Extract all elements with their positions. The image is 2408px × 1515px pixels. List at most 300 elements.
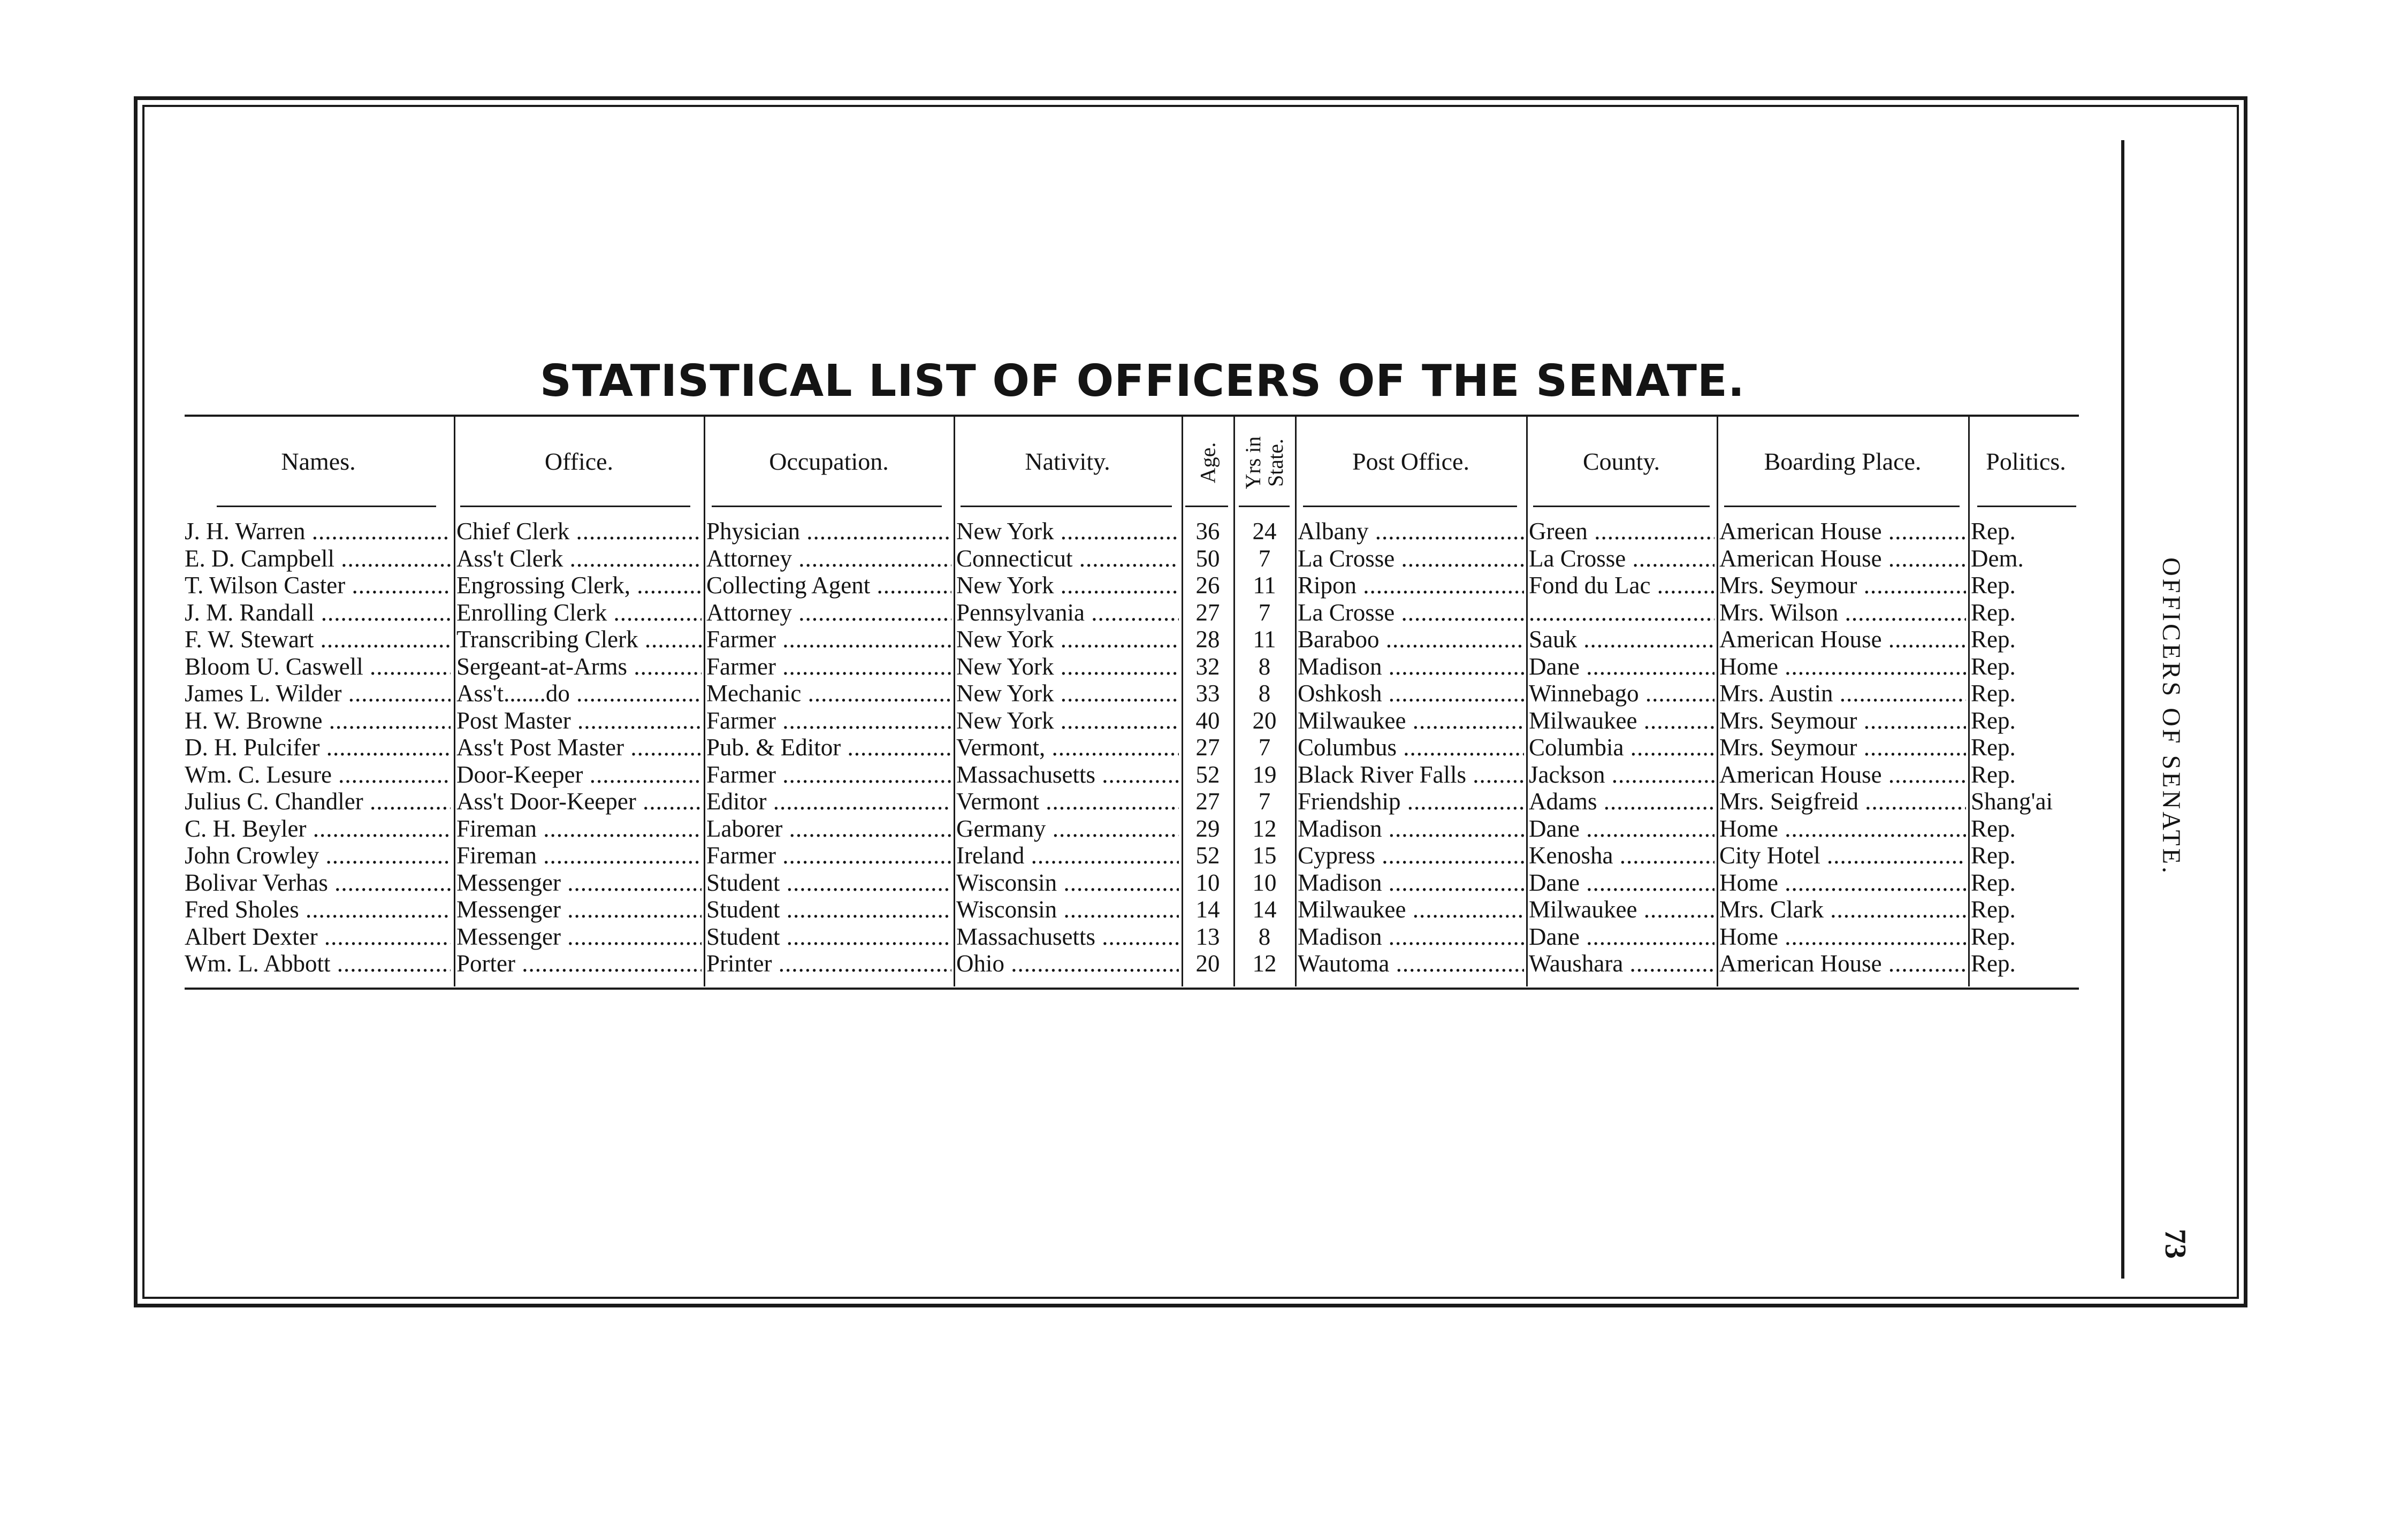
cell-age — [1183, 572, 1232, 599]
cell-politics-text: Rep. — [1971, 626, 2016, 653]
header-rule — [1977, 506, 2076, 507]
cell-age-text: 28 — [1195, 626, 1220, 653]
cell-county — [1529, 761, 1714, 789]
cell-politics — [1971, 896, 2086, 923]
cell-name — [185, 653, 451, 680]
cell-boarding-place — [1719, 815, 1966, 843]
header-office: Office. — [544, 447, 614, 475]
cell-politics — [1971, 734, 2086, 761]
cell-post-office — [1298, 950, 1524, 977]
cell-county-text: Kenosha — [1529, 842, 1613, 869]
cell-occupation-text: Farmer — [706, 707, 776, 734]
cell-politics-text: Rep. — [1971, 761, 2016, 788]
cell-age-text: 52 — [1195, 761, 1220, 788]
cell-age — [1183, 788, 1232, 815]
cell-age — [1183, 653, 1232, 680]
cell-age-text: 27 — [1195, 734, 1220, 761]
cell-county — [1529, 950, 1714, 977]
table-row — [0, 599, 2408, 626]
cell-name — [185, 842, 451, 869]
cell-boarding-place — [1719, 734, 1966, 761]
table-row — [0, 923, 2408, 951]
cell-occupation — [706, 788, 951, 815]
cell-office-text: Ass't Clerk — [456, 545, 563, 572]
cell-county-text: Sauk — [1529, 626, 1577, 653]
cell-office-text: Post Master — [456, 707, 571, 734]
table-row — [0, 950, 2408, 977]
table-row — [0, 653, 2408, 680]
cell-county-text: Fond du Lac — [1529, 572, 1651, 599]
table-row — [0, 626, 2408, 653]
cell-county — [1529, 869, 1714, 897]
cell-name — [185, 545, 451, 572]
header-yrs-in-state-label: Yrs in State. — [1241, 436, 1287, 489]
cell-occupation-text: Editor — [706, 788, 767, 815]
cell-nativity — [956, 896, 1179, 923]
cell-nativity-text: New York — [956, 518, 1054, 545]
cell-post-office — [1298, 680, 1524, 707]
cell-office — [456, 734, 702, 761]
cell-county — [1529, 896, 1714, 923]
cell-yrs-in-state — [1235, 950, 1294, 977]
cell-office-text: Sergeant-at-Arms — [456, 653, 628, 680]
cell-nativity — [956, 545, 1179, 572]
cell-office — [456, 815, 702, 843]
header-rule — [460, 506, 690, 507]
cell-name — [185, 788, 451, 815]
cell-yrs-in-state — [1235, 815, 1294, 843]
cell-yrs-in-state — [1235, 788, 1294, 815]
header-yrs-in-state — [1235, 420, 1294, 506]
cell-politics-text: Rep. — [1971, 950, 2016, 977]
header-rule — [1303, 506, 1517, 507]
cell-nativity-text: New York — [956, 680, 1054, 707]
cell-office — [456, 599, 702, 626]
cell-nativity — [956, 788, 1179, 815]
cell-county — [1529, 653, 1714, 680]
cell-name-text: John Crowley — [185, 842, 319, 869]
cell-yrs-in-state-text: 11 — [1253, 572, 1276, 599]
cell-yrs-in-state-text: 7 — [1258, 788, 1271, 815]
cell-occupation-text: Student — [706, 923, 780, 950]
document-title: STATISTICAL LIST OF OFFICERS OF THE SENATE. — [539, 356, 1746, 407]
cell-boarding-place-text: Home — [1719, 815, 1778, 842]
cell-yrs-in-state-text: 14 — [1252, 896, 1277, 923]
cell-name-text: James L. Wilder — [185, 680, 342, 707]
table-bottom-rule — [185, 988, 2079, 990]
cell-post-office — [1298, 842, 1524, 869]
cell-yrs-in-state — [1235, 545, 1294, 572]
cell-boarding-place-text: Home — [1719, 653, 1778, 680]
cell-name-text: Wm. L. Abbott — [185, 950, 331, 977]
cell-post-office — [1298, 896, 1524, 923]
cell-office — [456, 923, 702, 951]
cell-politics — [1971, 626, 2086, 653]
cell-occupation-text: Physician — [706, 518, 800, 545]
cell-occupation — [706, 734, 951, 761]
cell-age-text: 52 — [1195, 842, 1220, 869]
cell-post-office-text: Madison — [1298, 923, 1382, 950]
cell-age — [1183, 599, 1232, 626]
cell-office — [456, 896, 702, 923]
cell-yrs-in-state — [1235, 518, 1294, 545]
cell-yrs-in-state-text: 19 — [1252, 761, 1277, 788]
cell-occupation-text: Attorney — [706, 599, 792, 626]
cell-yrs-in-state-text: 7 — [1258, 734, 1271, 761]
cell-office — [456, 788, 702, 815]
cell-county-text: Jackson — [1529, 761, 1605, 788]
cell-occupation — [706, 950, 951, 977]
cell-yrs-in-state-text: 24 — [1252, 518, 1277, 545]
cell-office — [456, 518, 702, 545]
cell-age-text: 13 — [1195, 923, 1220, 950]
cell-nativity — [956, 869, 1179, 897]
cell-politics — [1971, 950, 2086, 977]
cell-county-text: Adams — [1529, 788, 1597, 815]
cell-post-office — [1298, 923, 1524, 951]
cell-age-text: 29 — [1195, 815, 1220, 842]
cell-age — [1183, 896, 1232, 923]
cell-boarding-place — [1719, 680, 1966, 707]
cell-county — [1529, 680, 1714, 707]
cell-nativity-text: New York — [956, 707, 1054, 734]
cell-name — [185, 626, 451, 653]
cell-name-text: H. W. Browne — [185, 707, 323, 734]
cell-boarding-place-text: Mrs. Seymour — [1719, 734, 1857, 761]
cell-name-text: Albert Dexter — [185, 923, 318, 950]
cell-boarding-place — [1719, 896, 1966, 923]
cell-occupation — [706, 599, 951, 626]
cell-boarding-place-text: American House — [1719, 626, 1882, 653]
cell-nativity-text: Germany — [956, 815, 1046, 842]
cell-office — [456, 545, 702, 572]
cell-office — [456, 680, 702, 707]
cell-boarding-place — [1719, 923, 1966, 951]
cell-occupation — [706, 626, 951, 653]
cell-name-text: Bloom U. Caswell — [185, 653, 363, 680]
cell-nativity — [956, 626, 1179, 653]
cell-yrs-in-state — [1235, 896, 1294, 923]
cell-boarding-place-text: City Hotel — [1719, 842, 1820, 869]
cell-boarding-place — [1719, 653, 1966, 680]
cell-boarding-place — [1719, 842, 1966, 869]
table-row — [0, 842, 2408, 869]
cell-politics — [1971, 680, 2086, 707]
cell-post-office-text: Cypress — [1298, 842, 1375, 869]
cell-age-text: 20 — [1195, 950, 1220, 977]
cell-office — [456, 950, 702, 977]
cell-age — [1183, 842, 1232, 869]
cell-post-office — [1298, 761, 1524, 789]
cell-county-text: Dane — [1529, 869, 1580, 896]
cell-politics-text: Rep. — [1971, 896, 2016, 923]
cell-name — [185, 572, 451, 599]
cell-occupation-text: Pub. & Editor — [706, 734, 841, 761]
cell-office-text: Engrossing Clerk, — [456, 572, 630, 599]
cell-post-office — [1298, 815, 1524, 843]
cell-age — [1183, 626, 1232, 653]
cell-boarding-place — [1719, 707, 1966, 734]
cell-occupation — [706, 680, 951, 707]
cell-occupation-text: Farmer — [706, 842, 776, 869]
cell-nativity — [956, 653, 1179, 680]
cell-nativity — [956, 815, 1179, 843]
cell-nativity — [956, 518, 1179, 545]
cell-age — [1183, 950, 1232, 977]
cell-county — [1529, 572, 1714, 599]
cell-nativity-text: New York — [956, 626, 1054, 653]
cell-occupation — [706, 896, 951, 923]
header-rule — [712, 506, 942, 507]
cell-age-text: 40 — [1195, 707, 1220, 734]
cell-age — [1183, 518, 1232, 545]
cell-occupation — [706, 518, 951, 545]
cell-county — [1529, 788, 1714, 815]
cell-county — [1529, 545, 1714, 572]
cell-nativity-text: Wisconsin — [956, 869, 1057, 896]
cell-office-text: Chief Clerk — [456, 518, 570, 545]
cell-boarding-place — [1719, 761, 1966, 789]
cell-post-office-text: Madison — [1298, 815, 1382, 842]
cell-politics-text: Rep. — [1971, 869, 2016, 896]
cell-occupation-text: Farmer — [706, 761, 776, 788]
cell-politics — [1971, 815, 2086, 843]
cell-politics-text: Rep. — [1971, 653, 2016, 680]
cell-occupation-text: Laborer — [706, 815, 783, 842]
cell-occupation-text: Farmer — [706, 653, 776, 680]
cell-boarding-place-text: Mrs. Clark — [1719, 896, 1824, 923]
cell-name — [185, 761, 451, 789]
cell-county — [1529, 707, 1714, 734]
cell-politics-text: Rep. — [1971, 734, 2016, 761]
cell-yrs-in-state — [1235, 707, 1294, 734]
cell-boarding-place — [1719, 599, 1966, 626]
cell-post-office-text: La Crosse — [1298, 599, 1395, 626]
cell-post-office-text: Albany — [1298, 518, 1369, 545]
cell-name-text: Bolivar Verhas — [185, 869, 328, 896]
cell-nativity-text: Ohio — [956, 950, 1004, 977]
cell-county — [1529, 518, 1714, 545]
cell-boarding-place — [1719, 545, 1966, 572]
cell-age-text: 27 — [1195, 599, 1220, 626]
cell-nativity — [956, 572, 1179, 599]
header-county: County. — [1583, 447, 1660, 475]
cell-age-text: 26 — [1195, 572, 1220, 599]
cell-boarding-place-text: Mrs. Wilson — [1719, 599, 1839, 626]
cell-county-text: Winnebago — [1529, 680, 1639, 707]
cell-post-office-text: Oshkosh — [1298, 680, 1382, 707]
cell-office — [456, 842, 702, 869]
cell-office — [456, 572, 702, 599]
cell-post-office-text: Baraboo — [1298, 626, 1380, 653]
cell-occupation-text: Printer — [706, 950, 772, 977]
cell-yrs-in-state — [1235, 734, 1294, 761]
cell-nativity — [956, 599, 1179, 626]
header-rule — [1533, 506, 1710, 507]
cell-post-office-text: Madison — [1298, 869, 1382, 896]
cell-name-text: J. M. Randall — [185, 599, 315, 626]
table-row — [0, 680, 2408, 707]
cell-politics-text: Dem. — [1971, 545, 2024, 572]
cell-age-text: 14 — [1195, 896, 1220, 923]
cell-post-office — [1298, 545, 1524, 572]
cell-post-office — [1298, 626, 1524, 653]
cell-yrs-in-state-text: 8 — [1258, 680, 1271, 707]
cell-yrs-in-state — [1235, 869, 1294, 897]
cell-occupation-text: Mechanic — [706, 680, 802, 707]
table-row — [0, 788, 2408, 815]
cell-nativity — [956, 842, 1179, 869]
cell-politics-text: Rep. — [1971, 707, 2016, 734]
cell-occupation — [706, 545, 951, 572]
cell-nativity — [956, 734, 1179, 761]
cell-age-text: 50 — [1195, 545, 1220, 572]
cell-post-office — [1298, 788, 1524, 815]
cell-yrs-in-state — [1235, 572, 1294, 599]
cell-yrs-in-state-text: 11 — [1253, 626, 1276, 653]
header-rule — [961, 506, 1172, 507]
header-politics: Politics. — [1986, 447, 2066, 475]
cell-politics — [1971, 869, 2086, 897]
cell-politics-text: Rep. — [1971, 572, 2016, 599]
running-head: OFFICERS OF SENATE. — [2157, 557, 2185, 876]
cell-age — [1183, 923, 1232, 951]
cell-name — [185, 896, 451, 923]
cell-county-text: Dane — [1529, 923, 1580, 950]
cell-post-office-text: Ripon — [1298, 572, 1357, 599]
cell-post-office-text: Friendship — [1298, 788, 1401, 815]
cell-yrs-in-state-text: 10 — [1252, 869, 1277, 896]
cell-county-text: Milwaukee — [1529, 896, 1637, 923]
cell-name-text: Fred Sholes — [185, 896, 299, 923]
cell-name-text: J. H. Warren — [185, 518, 306, 545]
cell-boarding-place — [1719, 572, 1966, 599]
cell-politics-text: Rep. — [1971, 842, 2016, 869]
cell-name-text: C. H. Beyler — [185, 815, 307, 842]
cell-occupation — [706, 707, 951, 734]
cell-boarding-place-text: Home — [1719, 923, 1778, 950]
header-rule — [1185, 506, 1228, 507]
cell-office — [456, 707, 702, 734]
cell-yrs-in-state — [1235, 680, 1294, 707]
cell-boarding-place-text: Mrs. Seymour — [1719, 707, 1857, 734]
cell-boarding-place-text: American House — [1719, 518, 1882, 545]
cell-boarding-place-text: Home — [1719, 869, 1778, 896]
cell-nativity-text: Pennsylvania — [956, 599, 1085, 626]
cell-nativity — [956, 707, 1179, 734]
cell-name-text: T. Wilson Caster — [185, 572, 346, 599]
cell-occupation — [706, 923, 951, 951]
cell-office-text: Ass't Door-Keeper — [456, 788, 636, 815]
cell-yrs-in-state-text: 15 — [1252, 842, 1277, 869]
cell-boarding-place-text: Mrs. Seymour — [1719, 572, 1857, 599]
cell-name — [185, 707, 451, 734]
cell-office — [456, 653, 702, 680]
cell-age — [1183, 545, 1232, 572]
cell-post-office-text: Columbus — [1298, 734, 1397, 761]
cell-county-text: Dane — [1529, 815, 1580, 842]
cell-office-text: Fireman — [456, 842, 537, 869]
cell-name — [185, 869, 451, 897]
cell-post-office-text: Milwaukee — [1298, 896, 1406, 923]
cell-yrs-in-state — [1235, 923, 1294, 951]
cell-county-text: La Crosse — [1529, 545, 1626, 572]
cell-county-text: Columbia — [1529, 734, 1624, 761]
cell-office-text: Ass't.......do — [456, 680, 570, 707]
cell-age-text: 33 — [1195, 680, 1220, 707]
cell-name-text: F. W. Stewart — [185, 626, 314, 653]
cell-boarding-place-text: American House — [1719, 761, 1882, 788]
cell-yrs-in-state-text: 8 — [1258, 653, 1271, 680]
cell-occupation-text: Student — [706, 869, 780, 896]
header-rule — [217, 506, 436, 507]
cell-boarding-place-text: American House — [1719, 950, 1882, 977]
header-boarding-place: Boarding Place. — [1764, 447, 1922, 475]
cell-politics — [1971, 572, 2086, 599]
cell-county — [1529, 815, 1714, 843]
cell-yrs-in-state-text: 12 — [1252, 950, 1277, 977]
cell-occupation — [706, 842, 951, 869]
cell-post-office-text: Black River Falls — [1298, 761, 1466, 788]
cell-office — [456, 761, 702, 789]
cell-county-text: Green — [1529, 518, 1588, 545]
cell-post-office — [1298, 734, 1524, 761]
table-row — [0, 896, 2408, 923]
cell-politics-text: Rep. — [1971, 680, 2016, 707]
table-row — [0, 734, 2408, 761]
cell-politics-text: Rep. — [1971, 815, 2016, 842]
cell-post-office-text: Madison — [1298, 653, 1382, 680]
cell-occupation — [706, 869, 951, 897]
cell-name — [185, 815, 451, 843]
cell-nativity-text: New York — [956, 653, 1054, 680]
header-names: Names. — [281, 447, 356, 475]
cell-politics — [1971, 788, 2086, 815]
cell-boarding-place — [1719, 518, 1966, 545]
cell-post-office — [1298, 518, 1524, 545]
cell-politics — [1971, 518, 2086, 545]
cell-age — [1183, 680, 1232, 707]
cell-occupation — [706, 815, 951, 843]
cell-name-text: Wm. C. Lesure — [185, 761, 332, 788]
cell-name — [185, 599, 451, 626]
cell-nativity — [956, 761, 1179, 789]
header-post-office: Post Office. — [1352, 447, 1469, 475]
cell-boarding-place — [1719, 950, 1966, 977]
cell-post-office — [1298, 599, 1524, 626]
cell-yrs-in-state-text: 8 — [1258, 923, 1271, 950]
cell-name — [185, 518, 451, 545]
cell-county — [1529, 734, 1714, 761]
cell-name-text: Julius C. Chandler — [185, 788, 363, 815]
cell-post-office — [1298, 707, 1524, 734]
cell-boarding-place — [1719, 869, 1966, 897]
cell-county — [1529, 626, 1714, 653]
cell-nativity-text: Connecticut — [956, 545, 1073, 572]
cell-nativity-text: Vermont, — [956, 734, 1046, 761]
cell-politics — [1971, 761, 2086, 789]
cell-nativity — [956, 950, 1179, 977]
cell-name — [185, 680, 451, 707]
cell-post-office-text: Milwaukee — [1298, 707, 1406, 734]
cell-nativity-text: Massachusetts — [956, 761, 1095, 788]
cell-office-text: Porter — [456, 950, 515, 977]
cell-name-text: D. H. Pulcifer — [185, 734, 320, 761]
cell-boarding-place-text: American House — [1719, 545, 1882, 572]
cell-boarding-place-text: Mrs. Seigfreid — [1719, 788, 1858, 815]
table-row — [0, 707, 2408, 734]
cell-office-text: Ass't Post Master — [456, 734, 624, 761]
